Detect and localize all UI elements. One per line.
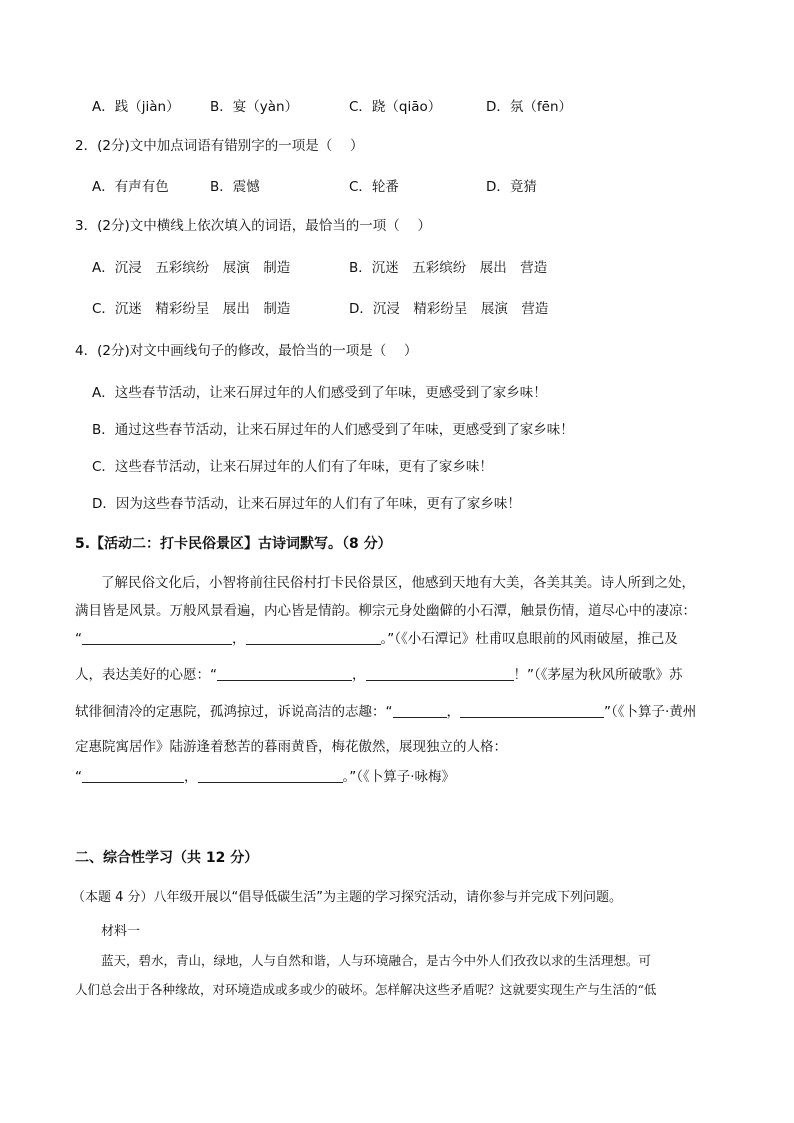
q5-paragraph-line-1: 了解民俗文化后，小智将前往民俗村打卡民俗景区，他感到天地有大美，各美其美。诗人所到之处，	[101, 575, 695, 591]
q4-option-a: A．这些春节活动，让来石屏过年的人们感受到了年味，更感受到了家乡味！	[92, 385, 547, 401]
q5-fill-line-5	[75, 702, 696, 722]
q5-title: 5.【活动二：打卡民俗景区】古诗词默写。（8 分）	[75, 536, 392, 552]
comma: ，	[184, 769, 198, 785]
comma: ，	[232, 631, 246, 647]
line-4-tail: ！”（《茅屋为秋风所破歌》苏	[513, 667, 683, 683]
q1-option-c: C．跷（qiāo）	[349, 99, 442, 115]
answer-blank-2[interactable]	[246, 630, 381, 645]
q3-option-b: B．沉迷 五彩缤纷 展出 营造	[349, 260, 548, 276]
answer-blank-8[interactable]	[198, 768, 343, 783]
answer-blank-7[interactable]	[82, 768, 184, 783]
open-quote: “	[75, 769, 82, 785]
answer-blank-1[interactable]	[82, 630, 232, 645]
q3-stem: 3．(2分)文中横线上依次填入的词语，最恰当的一项（ ）	[75, 218, 432, 234]
q4-stem: 4．(2分)对文中画线句子的修改，最恰当的一项是（ ）	[75, 343, 418, 359]
q2-option-d: D．竟猜	[486, 179, 537, 195]
q5-fill-line-3	[75, 629, 678, 649]
q2-stem: 2．(2分)文中加点词语有错别字的一项是（ ）	[75, 138, 364, 154]
q4-option-d: D．因为这些春节活动，让来石屏过年的人们有了年味，更有了家乡味！	[92, 496, 521, 512]
line-3-tail: 。”（《小石潭记》杜甫叹息眼前的风雨破屋，推己及	[380, 631, 678, 647]
answer-blank-6[interactable]	[460, 703, 604, 718]
material-1-line-1: 蓝天，碧水，青山，绿地，人与自然和谐，人与环境融合，是古今中外人们孜孜以求的生活理想。可	[101, 953, 652, 968]
q4-option-c: C．这些春节活动，让来石屏过年的人们有了年味，更有了家乡味！	[92, 459, 493, 475]
q2-option-a: A．有声有色	[92, 179, 169, 195]
material-1-label: 材料一	[101, 924, 141, 939]
q2-option-b: B．震憾	[210, 179, 260, 195]
answer-blank-4[interactable]	[366, 666, 514, 681]
section-2-heading: 二、综合性学习（共 12 分）	[75, 850, 259, 866]
q3-option-a: A．沉浸 五彩缤纷 展演 制造	[92, 260, 291, 276]
answer-blank-3[interactable]	[217, 666, 352, 681]
line-5-tail: ”（《卜算子·黄州	[604, 704, 697, 720]
q3-option-c: C．沉迷 精彩纷呈 展出 制造	[92, 301, 291, 317]
comma: ，	[446, 704, 460, 720]
q3-option-d: D．沉浸 精彩纷呈 展演 营造	[349, 301, 549, 317]
q5-paragraph-line-2: 满目皆是风景。万般风景看遍，内心皆是情韵。柳宗元身处幽僻的小石潭，触景伤情，道尽心中的凄凉：	[75, 603, 696, 619]
q1-option-b: B．宴（yàn）	[210, 99, 299, 115]
q4-option-b: B．通过这些春节活动，让来石屏过年的人们感受到了年味，更感受到了家乡味！	[92, 422, 574, 438]
comma: ，	[352, 667, 366, 683]
q5-fill-line-7	[75, 767, 455, 787]
line-5-head: 轼徘徊清冷的定惠院，孤鸿掠过，诉说高洁的志趣：“	[75, 704, 393, 720]
line-7-tail: 。”（《卜算子·咏梅》	[342, 769, 456, 785]
q2-option-c: C．轮番	[349, 179, 399, 195]
material-1-line-2: 人们总会出于各种缘故，对环境造成或多或少的破坏。怎样解决这些矛盾呢？这就要实现生产与生活的“低	[75, 982, 657, 997]
line-4-head: 人，表达美好的心愿：“	[75, 667, 217, 683]
q1-option-a: A．践（jiàn）	[92, 99, 180, 115]
section-2-intro: （本题 4 分）八年级开展以“倡导低碳生活”为主题的学习探究活动，请你参与并完成下列问题。	[72, 890, 623, 905]
answer-blank-5[interactable]	[393, 703, 447, 718]
open-quote: “	[75, 631, 82, 647]
q5-paragraph-line-6: 定惠院寓居作》陆游逢着愁苦的暮雨黄昏，梅花傲然，展现独立的人格：	[75, 739, 507, 755]
q5-fill-line-4	[75, 665, 683, 685]
q1-option-d: D．氛（fēn）	[486, 99, 573, 115]
